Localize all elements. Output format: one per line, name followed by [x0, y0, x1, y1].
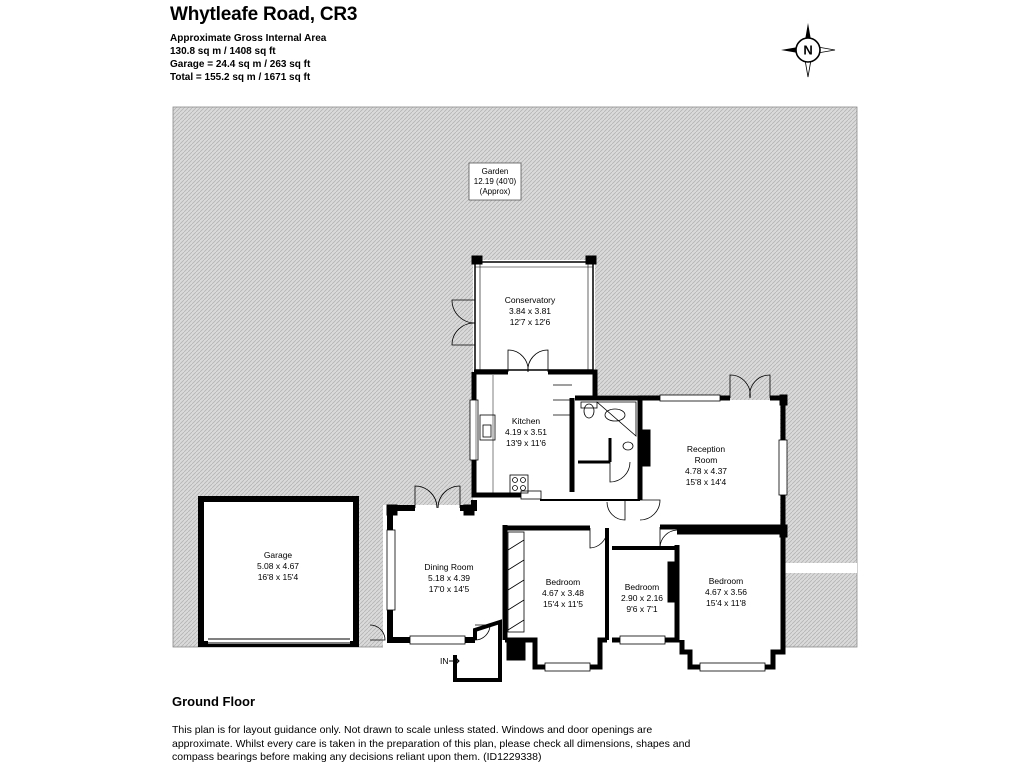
entrance-label: IN [440, 656, 449, 666]
garage-metric: 5.08 x 4.67 [256, 561, 300, 571]
room-conservatory [505, 295, 556, 327]
compass-icon [781, 23, 835, 77]
area-heading: Approximate Gross Internal Area [170, 33, 327, 44]
garden-note: (Approx) [479, 187, 511, 196]
bedroom3-metric: 4.67 x 3.56 [704, 587, 748, 597]
conservatory-imperial: 12'7 x 12'6 [509, 317, 551, 327]
garden-dimension: 12.19 (40'0) [473, 177, 517, 186]
garage-imperial: 16'8 x 15'4 [257, 572, 299, 582]
garden-label [469, 163, 521, 200]
kitchen-name: Kitchen [511, 416, 541, 426]
plan-title: Whytleafe Road, CR3 [170, 4, 358, 25]
bedroom1-metric: 4.67 x 3.48 [541, 588, 585, 598]
bedroom2-metric: 2.90 x 2.16 [620, 593, 664, 603]
bedroom1-imperial: 15'4 x 11'5 [543, 599, 583, 609]
floor-label: Ground Floor [172, 694, 256, 709]
kitchen-imperial: 13'9 x 11'6 [506, 438, 546, 448]
garage-name: Garage [263, 550, 293, 560]
compass-letter: N [803, 42, 813, 58]
area-garage: Garage = 24.4 sq m / 263 sq ft [170, 59, 311, 70]
room-dining [424, 562, 473, 594]
conservatory-name: Conservatory [504, 295, 556, 305]
room-reception [685, 444, 727, 487]
reception-name-line2: Room [694, 455, 718, 465]
room-bedroom-1 [542, 577, 584, 609]
bedroom3-name: Bedroom [708, 576, 744, 586]
disclaimer-text: This plan is for layout guidance only. Not drawn to scale unless stated. Windows and door openings are approximate. Whilst every care is taken in the preparation of this plan, please check all dimensions, shapes and compass bearings before making any decisions reliant upon them. (ID1229338) [172, 724, 691, 763]
dining-imperial: 17'0 x 14'5 [428, 584, 470, 594]
garden-name: Garden [481, 167, 509, 176]
bedroom2-imperial: 9'6 x 7'1 [626, 604, 658, 614]
bedroom2-name: Bedroom [624, 582, 660, 592]
conservatory-metric: 3.84 x 3.81 [508, 306, 552, 316]
area-total: Total = 155.2 sq m / 1671 sq ft [170, 72, 311, 83]
dining-metric: 5.18 x 4.39 [427, 573, 471, 583]
bedroom1-name: Bedroom [545, 577, 581, 587]
reception-metric: 4.78 x 4.37 [684, 466, 728, 476]
bedroom3-imperial: 15'4 x 11'8 [706, 598, 746, 608]
dining-name: Dining Room [424, 562, 474, 572]
kitchen-metric: 4.19 x 3.51 [504, 427, 548, 437]
reception-imperial: 15'8 x 14'4 [685, 477, 727, 487]
area-main: 130.8 sq m / 1408 sq ft [170, 46, 276, 57]
reception-name-line1: Reception [686, 444, 726, 454]
room-bedroom-2 [621, 582, 663, 614]
room-bedroom-3 [705, 576, 747, 608]
